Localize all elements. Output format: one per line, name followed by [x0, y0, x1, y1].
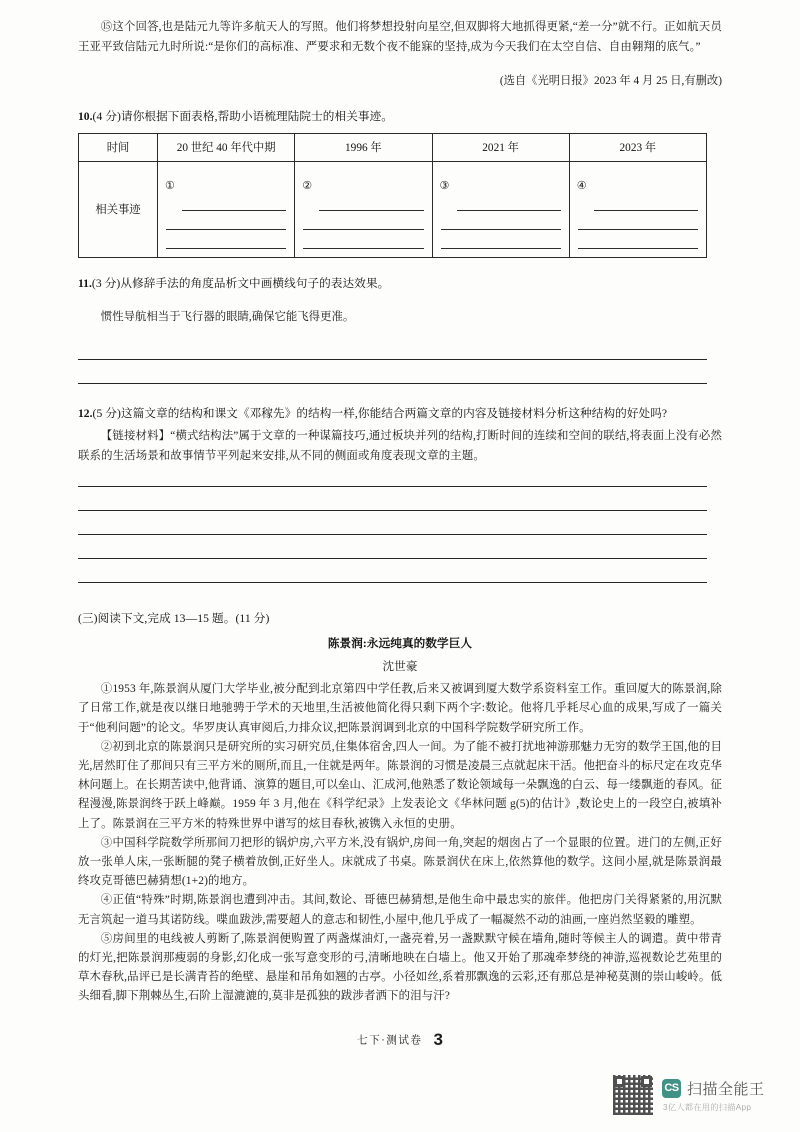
- answer-mark-3: ③: [439, 179, 450, 192]
- page-footer: [78, 1030, 722, 1050]
- answer-line: [441, 230, 561, 249]
- article-paragraph-5: ⑤房间里的电线被人剪断了,陈景润便购置了两盏煤油灯,一盏亮着,另一盏默默守候在墙角,随时等候主人的调遣。黄中带青的灯光,把陈景润那瘦弱的身影,幻化成一张写意变形的弓,清晰地映在白墙上。他又开始了那魂牵梦绕的神游,巡视数论艺苑里的草木春秋,品评已是长满青苔的绝壁、悬崖和吊角如翘的古亭。小径如丝,系着那飘逸的云彩,还有那总是神秘莫测的崇山峻岭。低头细看,脚下荆棘丛生,石阶上湿漉漉的,莫非是孤独的跋涉者洒下的泪与汗?: [78, 932, 722, 1003]
- answer-line: [166, 211, 286, 230]
- article-paragraph-3: ③中国科学院数学所那间刀把形的锅炉房,六平方米,没有锅炉,房间一角,突起的烟囱占了一个显眼的位置。进门的左侧,正好放一张单人床,一张断腿的凳子横着放倒,正好坐人。床就成了书桌。陈景润伏在床上,依然算他的数学。这间小屋,就是陈景润最终攻克哥德巴赫猜想(1+2)的地方。: [78, 836, 722, 888]
- article-title: 陈景润:永远纯真的数学巨人: [327, 637, 473, 651]
- paragraph-15: ⑮这个回答,也是陆元九等许多航天人的写照。他们将梦想投射向星空,但双脚将大地抓得更紧,“差一分”就不行。正如航天员王亚平致信陆元九时所说:“是你们的高标准、严要求和无数个夜不能寐的坚持,成为今天我们在太空自信、自由翱翔的底气。”: [78, 21, 722, 53]
- table-row: [79, 161, 707, 257]
- page-content: [78, 18, 722, 1049]
- answer-line: [303, 211, 423, 230]
- question-11: [78, 274, 722, 293]
- question-11-number: 11.: [78, 276, 92, 290]
- question-10: [78, 107, 722, 126]
- question-11-prompt: 从修辞手法的角度品析文中画横线句子的表达效果。: [120, 276, 390, 290]
- answer-mark-1: ①: [165, 179, 176, 192]
- answer-cell-1[interactable]: [158, 161, 295, 257]
- table-row: [79, 133, 707, 161]
- question-12: [78, 404, 722, 423]
- answer-cell-4[interactable]: [569, 161, 706, 257]
- answer-line: [441, 211, 561, 230]
- watermark-text: [662, 1078, 765, 1113]
- qr-code-icon: [612, 1074, 654, 1116]
- answer-line: [166, 230, 286, 249]
- answer-line: [578, 211, 698, 230]
- answer-line: [303, 230, 423, 249]
- answer-line: [319, 192, 423, 211]
- article-paragraph-2: ②初到北京的陈景润只是研究所的实习研究员,住集体宿舍,四人一间。为了能不被打扰地神游那魅力无穷的数学王国,他的目光,居然盯住了那间只有三平方米的厕所,而且,一住就是两年。陈景润的习惯是凌晨三点就起床干活。他把奋斗的标尺定在攻克华林问题上。在长期苦读中,他背诵、演算的题目,可以垒山、汇成河,他熟悉了数论领域每一朵飘逸的白云、每一缕飘逝的春风。征程漫漫,陈景润终于跃上峰巅。1959 年 3 月,他在《科学纪录》上发表论文《华林问题 g(5)的估计》,数论史上的一段空白,被填补上了。陈景润在三平方米的特殊世界中谱写的炫目春秋,被镌入永恒的史册。: [78, 740, 722, 830]
- article-author: 沈世豪: [382, 660, 418, 674]
- table-header-period-1: 20 世纪 40 年代中期: [158, 133, 295, 161]
- watermark-title-row: [662, 1078, 765, 1099]
- section-three-heading: (三)阅读下文,完成 13—15 题。(11 分): [78, 612, 270, 626]
- question-12-linked-material: 【链接材料】“横式结构法”属于文章的一种谋篇技巧,通过板块并列的结构,打断时间的连续和空间的联结,将表面上没有必然联系的生活场景和故事情节平列起来安排,从不同的侧面或角度表现文章的主题。: [78, 429, 722, 462]
- answer-lines: [433, 192, 569, 249]
- answer-line: [594, 192, 698, 211]
- footer-label: 七下·测试卷: [357, 1035, 423, 1047]
- answer-line: [182, 192, 286, 211]
- watermark-subtitle: 3亿人都在用的扫描App: [663, 1102, 752, 1112]
- question-12-number: 12.: [78, 406, 93, 420]
- camscanner-logo-icon: CS: [662, 1079, 681, 1098]
- evidence-table: [78, 133, 707, 258]
- table-header-period-3: 2021 年: [432, 133, 569, 161]
- question-10-prompt: 请你根据下面表格,帮助小语梳理陆院士的相关事迹。: [121, 109, 393, 123]
- table-header-period-4: 2023 年: [569, 133, 706, 161]
- answer-cell-2[interactable]: [295, 161, 432, 257]
- answer-mark-2: ②: [302, 179, 313, 192]
- table-header-time: 时间: [79, 133, 158, 161]
- page-number: 3: [433, 1030, 443, 1049]
- article-paragraph-4: ④正值“特殊”时期,陈景润也遭到冲击。其间,数论、哥德巴赫猜想,是他生命中最忠实的旅伴。他把房门关得紧紧的,用沉默无言筑起一道马其诺防线。喋血跋涉,需要超人的意志和韧性,小屋中,他几乎成了一幅凝然不动的油画,一座岿然坚毅的雕塑。: [78, 894, 722, 926]
- camscanner-watermark: [612, 1072, 790, 1118]
- answer-lines: [158, 192, 294, 249]
- answer-lines: [570, 192, 706, 249]
- table-header-events: 相关事迹: [79, 161, 158, 257]
- question-11-score: (3 分): [91, 276, 121, 290]
- answer-mark-4: ④: [576, 179, 587, 192]
- question-12-prompt: 这篇文章的结构和课文《邓稼先》的结构一样,你能结合两篇文章的内容及链接材料分析这种结构的好处吗?: [121, 406, 668, 420]
- question-12-score: (5 分): [92, 406, 122, 420]
- table-header-period-2: 1996 年: [295, 133, 432, 161]
- question-10-number: 10.: [78, 109, 93, 123]
- passage-source: (选自《光明日报》2023 年 4 月 25 日,有删改): [499, 75, 722, 88]
- question-10-score: (4 分): [92, 109, 122, 123]
- watermark-app-name: 扫描全能王: [687, 1080, 765, 1098]
- question-11-quote: 惯性导航相当于飞行器的眼睛,确保它能飞得更准。: [100, 311, 355, 324]
- answer-cell-3[interactable]: [432, 161, 569, 257]
- answer-lines: [295, 192, 431, 249]
- article-paragraph-1: ①1953 年,陈景润从厦门大学毕业,被分配到北京第四中学任教,后来又被调到厦大数学系资料室工作。重回厦大的陈景润,除了日常工作,就是夜以继日地驰骋于学术的天地里,生活被他简化得只剩下两个字:数论。他将几乎耗尽心血的成果,写成了一篇关于“他利问题”的论文。华罗庚认真审阅后,力排众议,把陈景润调到北京的中国科学院数学研究所工作。: [78, 683, 722, 734]
- answer-line: [578, 230, 698, 249]
- answer-line: [457, 192, 561, 211]
